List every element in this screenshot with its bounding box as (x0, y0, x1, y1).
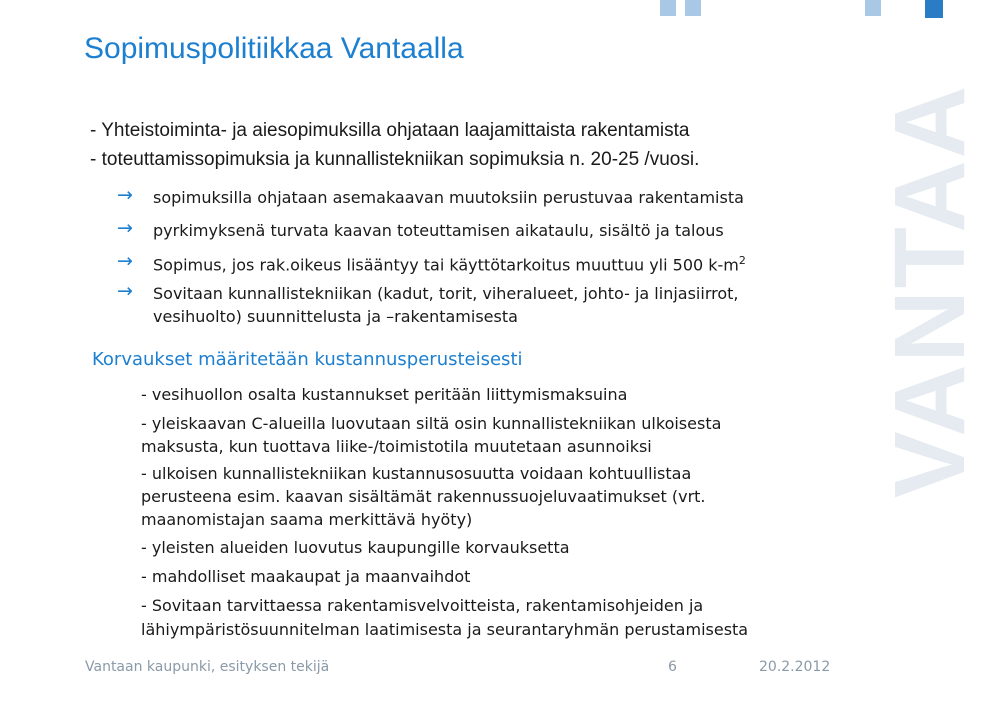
square-dark-1 (925, 0, 943, 18)
arrow-icon: → (117, 250, 133, 272)
superscript-2: 2 (738, 254, 746, 267)
square-light-2 (685, 0, 701, 16)
section-line-9: - Sovitaan tarvittaessa rakentamisvelvoitteista, rakentamisohjeiden ja (141, 596, 704, 615)
arrow-item-2: pyrkimyksenä turvata kaavan toteuttamisen aikataulu, sisältö ja talous (153, 221, 724, 240)
arrow-item-3-text: Sopimus, jos rak.oikeus lisääntyy tai käyttötarkoitus muuttuu yli 500 k-m (153, 255, 739, 275)
arrow-item-4-cont: vesihuolto) suunnittelusta ja –rakentamisesta (153, 307, 518, 326)
arrow-item-3 (153, 254, 746, 274)
section-line-10: lähiympäristösuunnitelman laatimisesta ja seurantaryhmän perustamisesta (141, 620, 749, 639)
section-line-2: - yleiskaavan C-alueilla luovutaan siltä osin kunnallistekniikan ulkoisesta (141, 414, 722, 433)
section-line-5: perusteena esim. kaavan sisältämät rakennussuojeluvaatimukset (vrt. (141, 487, 706, 506)
arrow-icon: → (117, 217, 133, 239)
footer-page-number: 6 (668, 659, 677, 675)
intro-line-2: - toteuttamissopimuksia ja kunnallistekniikan sopimuksia n. 20-25 /vuosi. (90, 149, 700, 170)
footer-date: 20.2.2012 (759, 659, 831, 675)
section-line-8: - mahdolliset maakaupat ja maanvaihdot (141, 567, 471, 586)
arrow-icon: → (117, 280, 133, 302)
section-line-4: - ulkoisen kunnallistekniikan kustannusosuutta voidaan kohtuullistaa (141, 464, 692, 483)
section-line-3: maksusta, kun tuottava liike-/toimistotila muutetaan asunnoiksi (141, 437, 652, 456)
square-light-3 (865, 0, 881, 16)
arrow-item-1: sopimuksilla ohjataan asemakaavan muutoksiin perustuvaa rakentamista (153, 188, 744, 207)
slide-title: Sopimuspolitiikkaa Vantaalla (84, 32, 464, 65)
arrow-item-4: Sovitaan kunnallistekniikan (kadut, torit, viheralueet, johto- ja linjasiirrot, (153, 284, 739, 303)
section-heading: Korvaukset määritetään kustannusperusteisesti (92, 349, 523, 370)
square-light-1 (660, 0, 676, 16)
section-line-7: - yleisten alueiden luovutus kaupungille korvauksetta (141, 538, 570, 557)
arrow-icon: → (117, 184, 133, 206)
decorative-squares (660, 0, 960, 24)
footer-org: Vantaan kaupunki, esityksen tekijä (85, 659, 330, 675)
section-line-6: maanomistajan saama merkittävä hyöty) (141, 510, 473, 529)
intro-line-1: - Yhteistoiminta- ja aiesopimuksilla ohjataan laajamittaista rakentamista (90, 120, 690, 141)
vantaa-watermark: VANTAA (874, 84, 986, 498)
section-line-1: - vesihuollon osalta kustannukset peritään liittymismaksuina (141, 385, 628, 404)
